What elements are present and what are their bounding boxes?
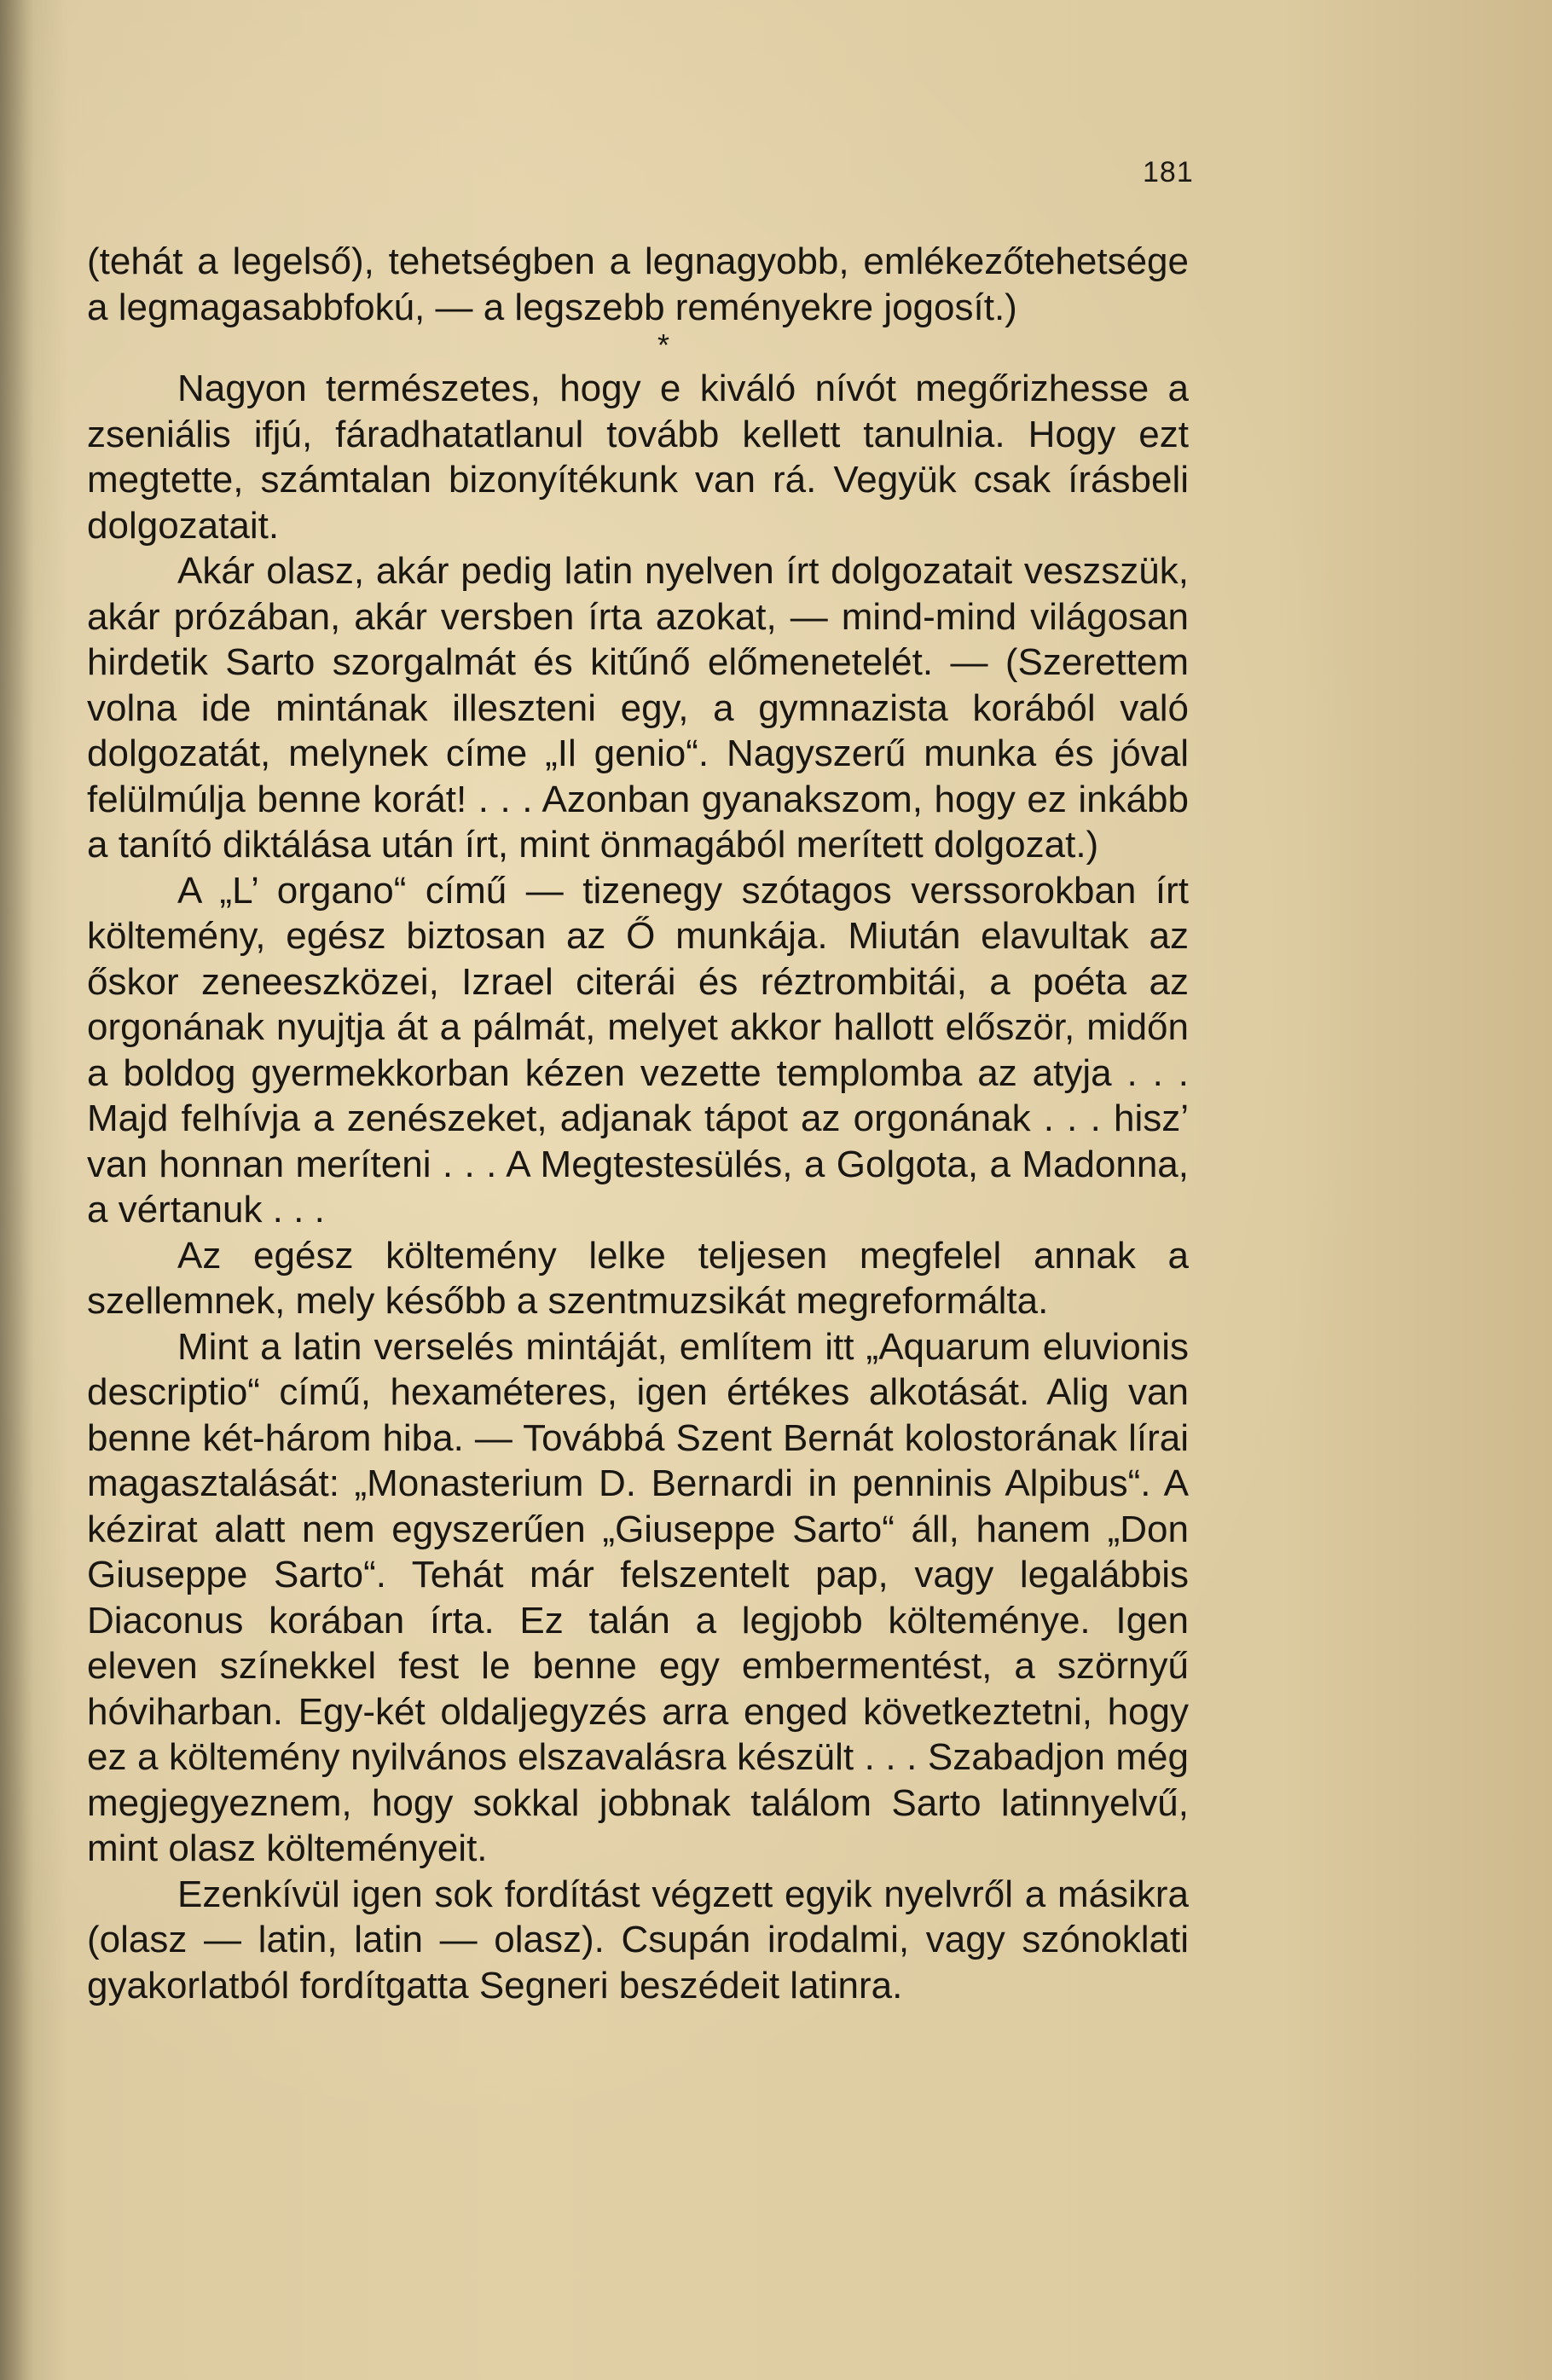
page-number: 181	[1143, 156, 1194, 188]
body-text	[87, 239, 1189, 2008]
paragraph: A „L’ organo“ című — tizenegy szótagos verssorokban írt költemény, egész biztosan az Ő munkája. Miután elavultak az őskor zeneeszközei, Izrael citerái és réztrombitái, a poéta az orgonának nyujtja át a pálmát, melyet akkor hallott először, midőn a boldog gyermekkorban kézen vezette templomba az atyja . . . Majd felhívja a zenészeket, adjanak tápot az orgonának . . . hisz’ van honnan meríteni . . . A Megtestesülés, a Golgota, a Madonna, a vértanuk . . .	[87, 869, 1189, 1231]
paragraph: Mint a latin verselés mintáját, említem itt „Aquarum eluvionis descriptio“ című, hexaméteres, igen értékes alkotását. Alig van benne két-három hiba. — Továbbá Szent Bernát kolostorának lírai magasztalását: „Monasterium D. Bernardi in penninis Alpibus“. A kézirat alatt nem egyszerűen „Giuseppe Sarto“ áll, hanem „Don Giuseppe Sarto“. Tehát már felszentelt pap, vagy legalábbis Diaconus korában írta. Ez talán a legjobb költeménye. Igen eleven színekkel fest le benne egy embermentést, a szörnyű hóviharban. Egy-két oldaljegyzés arra enged következtetni, hogy ez a költemény nyilvános elszavalásra készült . . . Szabadjon még megjegyeznem, hogy sokkal jobbnak találom Sarto latinnyelvű, mint olasz költeményeit.	[87, 1325, 1189, 1869]
paragraph: Akár olasz, akár pedig latin nyelven írt dolgozatait veszszük, akár prózában, akár versben írta azokat, — mind-mind világosan hirdetik Sarto szorgalmát és kitűnő előmenetelét. — (Szerettem volna ide mintának illeszteni egy, a gymnazista korából való dolgozatát, melynek címe „Il genio“. Nagyszerű munka és jóval felülmúlja benne korát! . . . Azonban gyanakszom, hogy ez inkább a tanító diktálása után írt, mint önmagából merített dolgozat.)	[87, 550, 1189, 866]
paragraph-continuation: (tehát a legelső), tehetségben a legnagyobb, emlékezőtehetsége a legmagasabbfokú, — a legszebb reményekre jogosít.)	[87, 240, 1189, 328]
paragraph: Az egész költemény lelke teljesen megfelel annak a szellemnek, mely később a szentmuzsikát megreformálta.	[87, 1234, 1189, 1322]
section-separator-asterisk: *	[657, 327, 669, 362]
paragraph: Ezenkívül igen sok fordítást végzett egyik nyelvről a másikra (olasz — latin, latin — olasz). Csupán irodalmi, vagy szónoklati gyakorlatból fordítgatta Segneri beszédeit latinra.	[87, 1873, 1189, 2006]
page-gutter-shadow	[0, 0, 34, 2380]
paragraph: Nagyon természetes, hogy e kiváló nívót megőrizhesse a zseniális ifjú, fáradhatatlanul tovább kellett tanulnia. Hogy ezt megtette, számtalan bizonyítékunk van rá. Vegyük csak írásbeli dolgozatait.	[87, 368, 1189, 547]
